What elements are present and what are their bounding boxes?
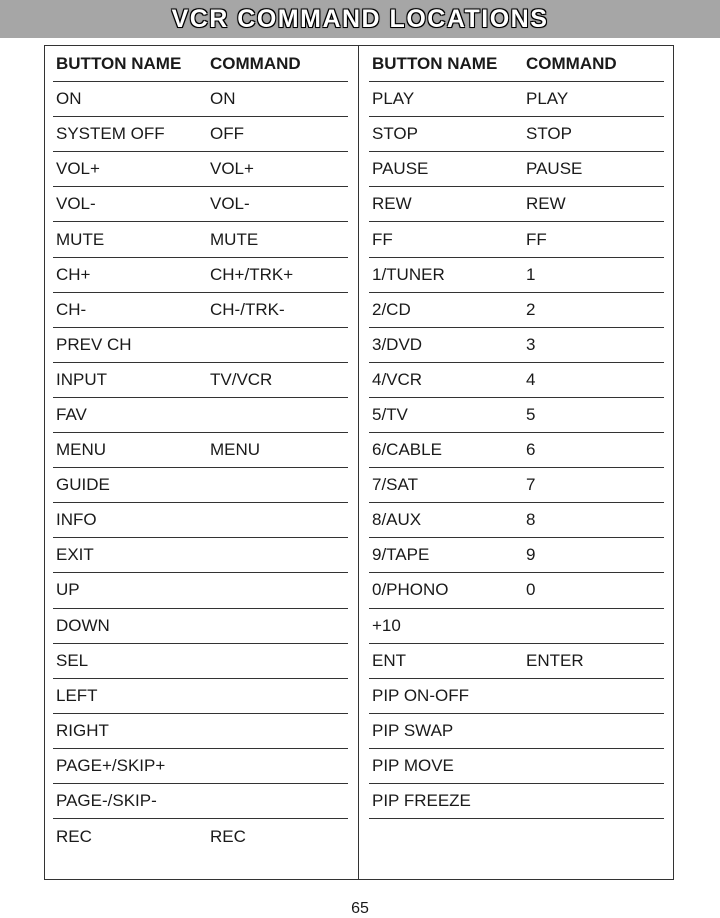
table-row [369,222,664,257]
table-row [369,679,664,714]
left-header-row [53,47,348,82]
table-row [53,152,348,187]
table-row [369,328,664,363]
button-name-cell: 0/PHONO [372,580,449,600]
table-row [369,538,664,573]
table-row [369,398,664,433]
command-cell: 1 [526,264,536,284]
button-name-cell: UP [56,580,80,600]
table-row [369,644,664,679]
command-cell: 0 [526,580,536,600]
right-header-row [369,47,664,82]
button-name-cell: FAV [56,404,87,424]
button-name-cell: PAGE-/SKIP- [56,791,157,811]
command-cell: VOL- [210,194,250,214]
button-name-cell: 4/VCR [372,369,423,389]
button-name-cell: INFO [56,510,97,530]
command-cell: TV/VCR [210,369,273,389]
table-row [369,187,664,222]
button-name-cell: PREV CH [56,334,132,354]
table-row [53,468,348,503]
command-cell: 9 [526,545,536,565]
button-name-cell: SEL [56,650,89,670]
button-name-cell: +10 [372,615,401,635]
command-header: COMMAND [526,54,617,74]
table-row [53,328,348,363]
button-name-cell: RIGHT [56,720,109,740]
button-name-header: BUTTON NAME [56,54,182,74]
column-divider [358,45,359,880]
button-name-cell: CH- [56,299,87,319]
command-cell: REC [210,826,246,846]
command-cell: VOL+ [210,159,254,179]
button-name-cell: LEFT [56,685,98,705]
table-row [53,503,348,538]
table-row [369,293,664,328]
button-name-cell: PIP SWAP [372,720,454,740]
button-name-cell: PAUSE [372,159,429,179]
table-row [369,609,664,644]
table-row [369,82,664,117]
button-name-cell: FF [372,229,393,249]
command-cell: CH+/TRK+ [210,264,294,284]
table-row [53,222,348,257]
command-cell: 7 [526,475,536,495]
button-name-cell: PIP MOVE [372,755,454,775]
table-row [369,117,664,152]
command-cell: FF [526,229,547,249]
button-name-cell: 1/TUNER [372,264,445,284]
table-row [53,117,348,152]
button-name-cell: PIP FREEZE [372,791,471,811]
command-cell: MENU [210,440,261,460]
table-row [369,573,664,608]
table-row [53,187,348,222]
command-cell: OFF [210,124,244,144]
table-row [53,258,348,293]
button-name-cell: STOP [372,124,418,144]
button-name-cell: SYSTEM OFF [56,124,165,144]
table-row [369,749,664,784]
table-row [369,433,664,468]
command-cell: 5 [526,404,536,424]
command-cell: STOP [526,124,572,144]
button-name-cell: REW [372,194,412,214]
button-name-cell: MENU [56,440,107,460]
table-row [53,749,348,784]
button-name-cell: PAGE+/SKIP+ [56,755,166,775]
command-cell: 6 [526,440,536,460]
button-name-cell: 7/SAT [372,475,418,495]
left-rows [53,82,348,854]
command-cell: ON [210,89,236,109]
title-banner [0,0,720,38]
table-row [53,82,348,117]
table-row [369,258,664,293]
command-cell: 4 [526,369,536,389]
table-row [53,679,348,714]
page-number: 65 [351,900,369,917]
button-name-cell: VOL- [56,194,96,214]
button-name-cell: GUIDE [56,475,110,495]
command-cell: CH-/TRK- [210,299,285,319]
button-name-cell: INPUT [56,369,107,389]
button-name-cell: EXIT [56,545,94,565]
command-cell: 3 [526,334,536,354]
command-cell: ENTER [526,650,584,670]
button-name-cell: DOWN [56,615,110,635]
table-row [369,468,664,503]
table-row [53,573,348,608]
button-name-cell: 9/TAPE [372,545,430,565]
table-row [53,819,348,854]
command-cell: 2 [526,299,536,319]
button-name-cell: ENT [372,650,406,670]
table-row [53,609,348,644]
right-command-column [369,47,664,819]
button-name-cell: PLAY [372,89,415,109]
table-row [369,363,664,398]
table-row [369,503,664,538]
button-name-cell: VOL+ [56,159,100,179]
command-cell: REW [526,194,566,214]
command-cell: PAUSE [526,159,583,179]
table-row [53,363,348,398]
table-row [369,714,664,749]
command-cell: MUTE [210,229,259,249]
button-name-header: BUTTON NAME [372,54,498,74]
button-name-cell: MUTE [56,229,105,249]
button-name-cell: ON [56,89,82,109]
table-row [369,784,664,819]
button-name-cell: 6/CABLE [372,440,442,460]
button-name-cell: 3/DVD [372,334,423,354]
button-name-cell: 2/CD [372,299,411,319]
button-name-cell: 8/AUX [372,510,422,530]
left-command-column [53,47,348,854]
command-header: COMMAND [210,54,301,74]
page-title: VCR COMMAND LOCATIONS [171,4,549,33]
right-rows [369,82,664,819]
table-row [53,644,348,679]
command-cell: 8 [526,510,536,530]
table-row [369,152,664,187]
table-row [53,714,348,749]
button-name-cell: 5/TV [372,404,408,424]
button-name-cell: CH+ [56,264,91,284]
table-row [53,433,348,468]
button-name-cell: REC [56,826,92,846]
table-row [53,538,348,573]
command-cell: PLAY [526,89,569,109]
table-row [53,784,348,819]
table-row [53,293,348,328]
button-name-cell: PIP ON-OFF [372,685,469,705]
table-row [53,398,348,433]
